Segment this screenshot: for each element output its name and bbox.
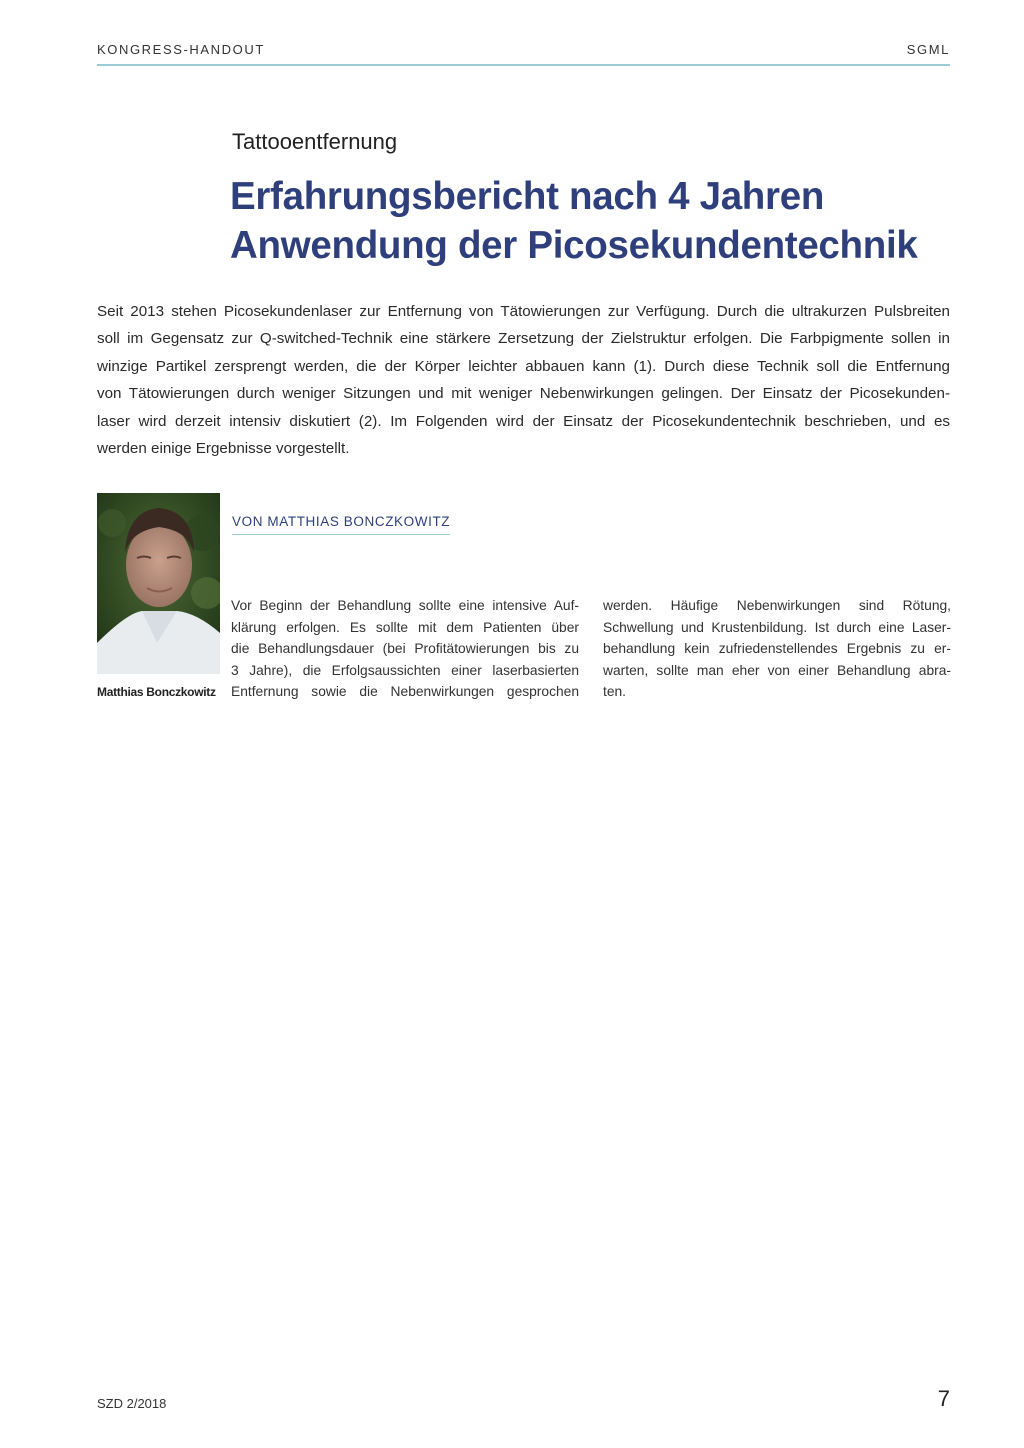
byline: VON MATTHIAS BONCZKOWITZ — [232, 514, 450, 535]
lead-line: Seit 2013 stehen Picosekundenlaser zur Entfernung von Tätowierungen zur Verfügung. Durch die ultrakurzen Pulsbreiten — [97, 303, 950, 320]
author-photo — [97, 493, 220, 674]
body-line: ten. — [603, 684, 627, 700]
lead-line: laser wird derzeit intensiv diskutiert (2). Im Folgenden wird der Einsatz der Picosekundentechnik beschrieben, und es — [97, 412, 950, 430]
body-line: klärung erfolgen. Es sollte mit dem Patienten über — [231, 619, 579, 635]
author-portrait-icon — [97, 493, 220, 674]
body-line: die Behandlungsdauer (bei Profitätowierungen bis zu — [231, 641, 579, 657]
body-line: behandlung kein zufriedenstellendes Ergebnis zu er- — [603, 641, 951, 657]
photo-caption: Matthias Bonczkowitz — [97, 685, 216, 699]
running-header — [97, 40, 950, 66]
article-title — [230, 172, 970, 270]
body-line: werden. Häufige Nebenwirkungen sind Rötung, — [603, 598, 951, 613]
body-line: Vor Beginn der Behandlung sollte eine intensive Auf- — [231, 598, 579, 613]
title-line: Anwendung der Picosekundentechnik — [230, 224, 918, 267]
body-column-1 — [231, 595, 579, 703]
lead-line: soll im Gegensatz zur Q-switched-Technik eine stärkere Zersetzung der Zielstruktur erfolgen. Die Farbpigmente sollen in — [97, 330, 950, 348]
issue-label: SZD 2/2018 — [97, 1396, 167, 1411]
org-label: SGML — [906, 42, 950, 57]
article-kicker: Tattooentfernung — [232, 129, 398, 154]
section-label: KONGRESS-HANDOUT — [97, 42, 265, 57]
lead-paragraph — [97, 298, 950, 462]
lead-line: winzige Partikel zersprengt werden, die der Körper leichter abbauen kann (1). Durch diese Technik soll die Entfernung — [97, 357, 950, 375]
lead-line: von Tätowierungen durch weniger Sitzungen und mit weniger Nebenwirkungen gelingen. Der Einsatz der Picosekunden- — [97, 385, 950, 403]
page-number: 7 — [937, 1386, 950, 1411]
title-line: Erfahrungsbericht nach 4 Jahren — [230, 175, 825, 218]
body-column-2 — [603, 595, 951, 703]
body-line: Entfernung sowie die Nebenwirkungen gesprochen — [231, 684, 579, 700]
body-line: 3 Jahre), die Erfolgsaussichten einer laserbasierten — [231, 662, 579, 678]
lead-line: werden einige Ergebnisse vorgestellt. — [97, 440, 350, 458]
body-line: warten, sollte man eher von einer Behandlung abra- — [603, 662, 951, 678]
body-line: Schwellung und Krustenbildung. Ist durch eine Laser- — [603, 619, 951, 635]
